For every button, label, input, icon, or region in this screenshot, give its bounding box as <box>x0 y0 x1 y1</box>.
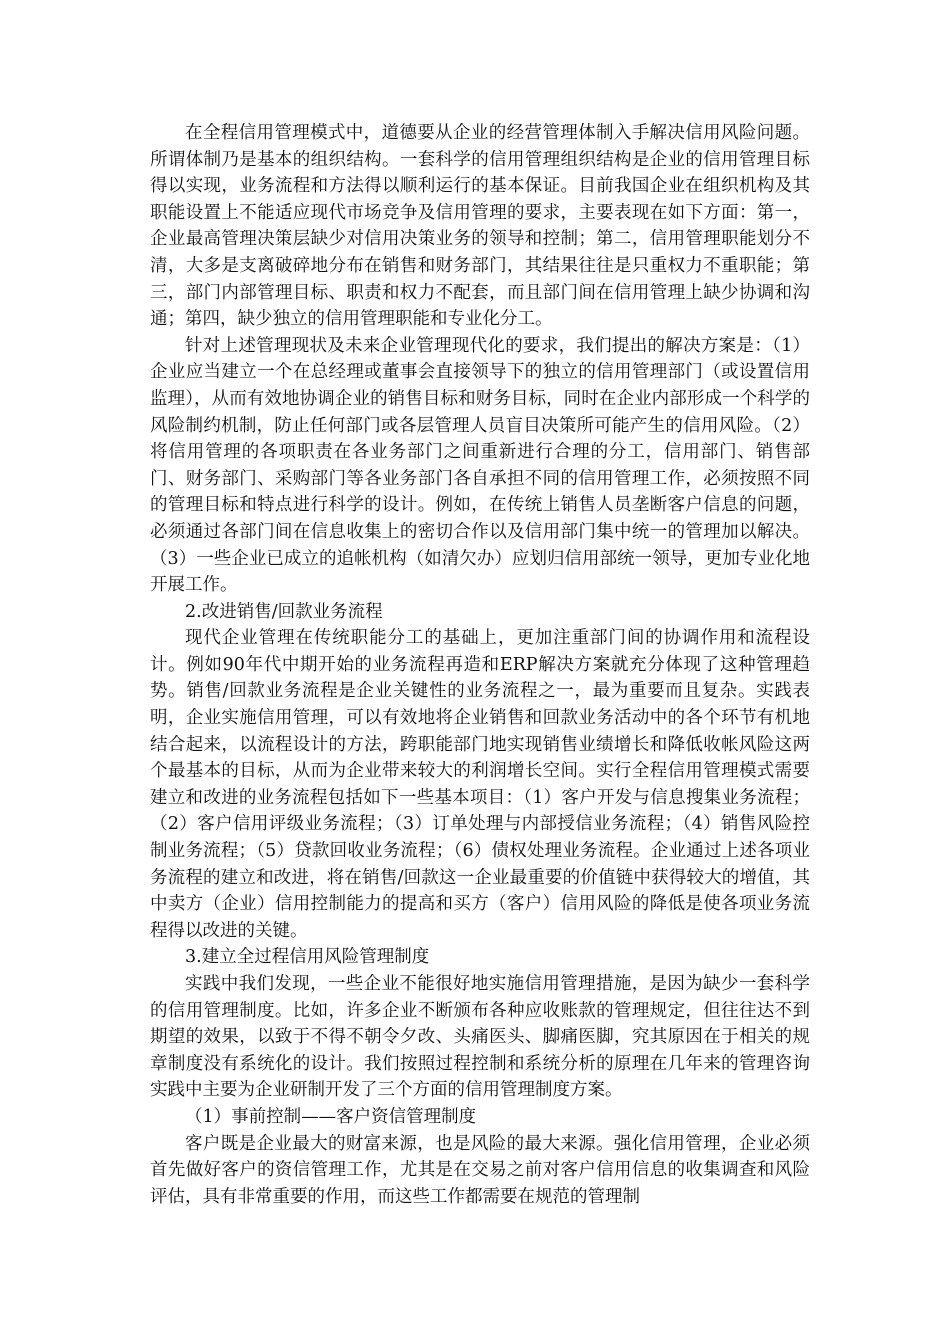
section-heading-2: 2.改进销售/回款业务流程 <box>185 601 383 622</box>
paragraph-management-system: 实践中我们发现，一些企业不能很好地实施信用管理措施，是因为缺少一套科学的信用管理制度。比如，许多企业不断颁布各种应收账款的管理规定，但往往达不到期望的效果，以致于不得不朝令夕改、头痛医头、脚痛医脚，究其原因在于相关的规章制度没有系统化的设计。我们按照过程控制和系统分析的原理在几年来的管理咨询实践中主要为企业研制开发了三个方面的信用管理制度方案。 <box>150 974 810 1101</box>
paragraph-business-process: 现代企业管理在传统职能分工的基础上，更加注重部门间的协调作用和流程设计。例如90年代中期开始的业务流程再造和ERP解决方案就充分体现了这种管理趋势。销售/回款业务流程是企业关键性的业务流程之一，最为重要而且复杂。实践表明，企业实施信用管理，可以有效地将企业销售和回款业务活动中的各个环节有机地结合起来，以流程设计的方法，跨职能部门地实现销售业绩增长和降低收帐风险这两个最基本的目标，从而为企业带来较大的利润增长空间。实行全程信用管理模式需要建立和改进的业务流程包括如下一些基本项目：（1）客户开发与信息搜集业务流程；（2）客户信用评级业务流程；（3）订单处理与内部授信业务流程；（4）销售风险控制业务流程；（5）贷款回收业务流程；（6）债权处理业务流程。企业通过上述各项业务流程的建立和改进，将在销售/回款这一企业最重要的价值链中获得较大的增值，其中卖方（企业）信用控制能力的提高和买方（客户）信用风险的降低是使各项业务流程得以改进的关键。 <box>150 628 810 941</box>
document-body <box>150 120 810 1210</box>
section-heading-3: 3.建立全过程信用风险管理制度 <box>185 947 430 968</box>
paragraph-solution-proposal: 针对上述管理现状及未来企业管理现代化的要求，我们提出的解决方案是：（1）企业应当建立一个在总经理或董事会直接领导下的独立的信用管理部门（或设置信用监理），从而有效地协调企业的销售目标和财务目标，同时在企业内部形成一个科学的风险制约机制，防止任何部门或各层管理人员盲目决策所可能产生的信用风险。（2）将信用管理的各项职责在各业务部门之间重新进行合理的分工，信用部门、销售部门、财务部门、采购部门等各业务部门各自承担不同的信用管理工作，必须按照不同的管理目标和特点进行科学的设计。例如，在传统上销售人员垄断客户信息的问题，必须通过各部门间在信息收集上的密切合作以及信用部门集中统一的管理加以解决。（3）一些企业已成立的追帐机构（如清欠办）应划归信用部统一领导，更加专业化地开展工作。 <box>150 335 810 596</box>
subsection-heading-1: （1）事前控制——客户资信管理制度 <box>185 1106 477 1127</box>
paragraph-customer-credit: 客户既是企业最大的财富来源，也是风险的最大来源。强化信用管理，企业必须首先做好客户的资信管理工作，尤其是在交易之前对客户信用信息的收集调查和风险评估，具有非常重要的作用，而这些工作都需要在规范的管理制 <box>150 1133 810 1207</box>
paragraph-organization-structure: 在全程信用管理模式中，道德要从企业的经营管理体制入手解决信用风险问题。所谓体制乃是基本的组织结构。一套科学的信用管理组织结构是企业的信用管理目标得以实现，业务流程和方法得以顺利运行的基本保证。目前我国企业在组织机构及其职能设置上不能适应现代市场竞争及信用管理的要求，主要表现在如下方面：第一，企业最高管理决策层缺少对信用决策业务的领导和控制；第二，信用管理职能划分不清，大多是支离破碎地分布在销售和财务部门，其结果往往是只重权力不重职能；第三，部门内部管理目标、职责和权力不配套，而且部门间在信用管理上缺少协调和沟通；第四，缺少独立的信用管理职能和专业化分工。 <box>150 123 810 330</box>
